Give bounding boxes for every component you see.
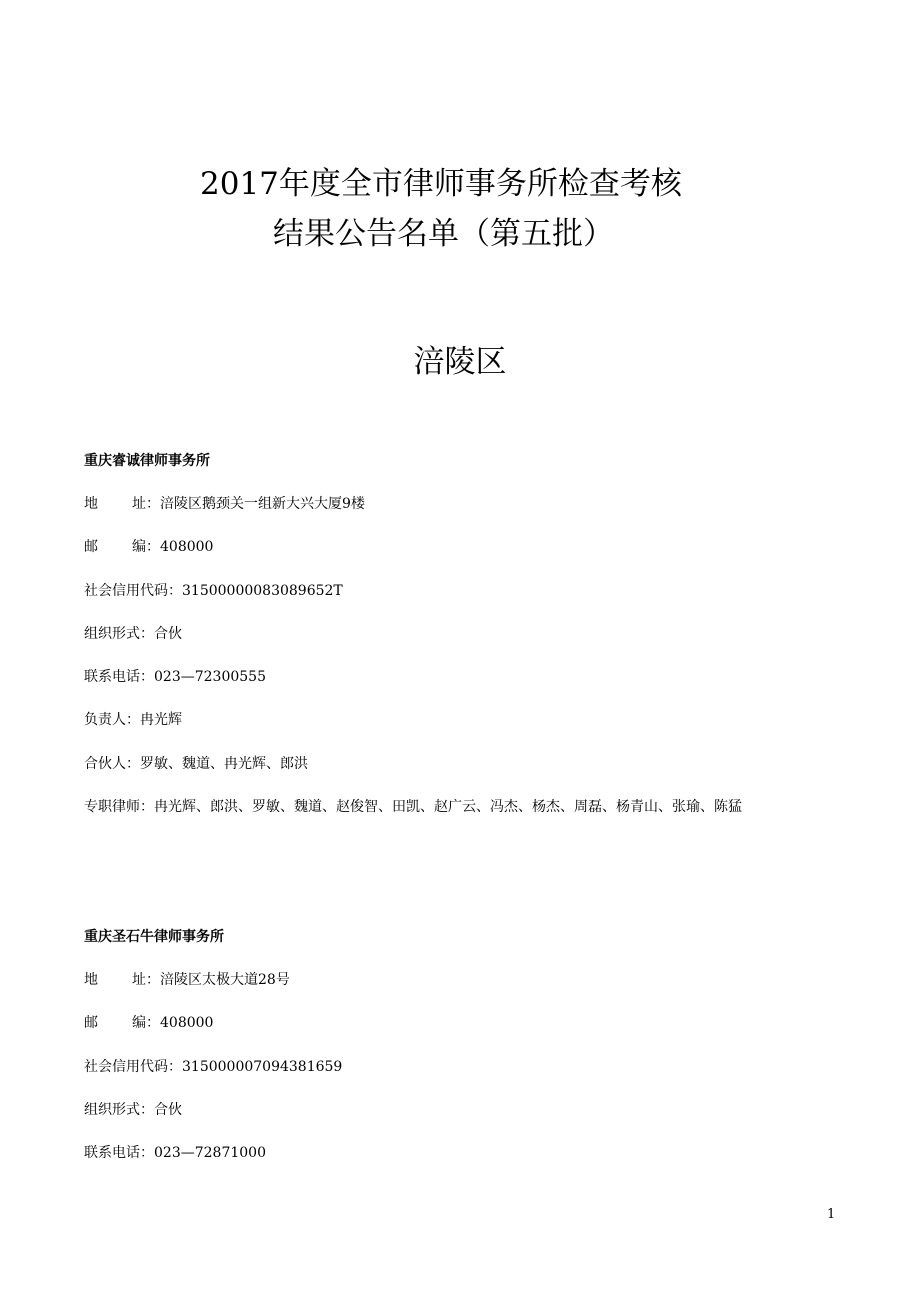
firm-phone: 联系电话：023—72871000	[84, 1145, 266, 1162]
firm-org-form: 组织形式：合伙	[84, 1101, 182, 1118]
firm-partners: 合伙人：罗敏、魏道、冉光辉、郎洪	[84, 755, 308, 772]
firm-name: 重庆睿诚律师事务所	[84, 453, 210, 469]
firm-lawyers: 专职律师：冉光辉、郎洪、罗敏、魏道、赵俊智、田凯、赵广云、冯杰、杨杰、周磊、杨青山、张瑜、陈猛	[84, 799, 742, 816]
address-label: 地 址	[84, 496, 146, 512]
page-number: 1	[827, 1207, 836, 1222]
document-title-line-1: 2017年度全市律师事务所检查考核	[200, 166, 682, 202]
firm-org-form: 组织形式：合伙	[84, 625, 182, 642]
firm-phone: 联系电话：023—72300555	[84, 669, 266, 686]
firm-postcode	[84, 1013, 884, 1056]
address-value: ：涪陵区鹅颈关一组新大兴大厦9楼	[146, 496, 365, 512]
firm-address	[84, 970, 884, 1013]
postcode-value: ：408000	[146, 539, 214, 556]
address-value: ：涪陵区太极大道28号	[146, 972, 290, 988]
address-label: 地 址	[84, 972, 146, 988]
firm-entry	[84, 927, 884, 1186]
postcode-label: 邮 编	[84, 539, 146, 556]
firm-credit-code: 社会信用代码：315000007094381659	[84, 1058, 343, 1075]
postcode-label: 邮 编	[84, 1015, 146, 1032]
firm-address	[84, 494, 884, 537]
firm-credit-code: 社会信用代码：31500000083089652T	[84, 582, 343, 599]
firm-name: 重庆圣石牛律师事务所	[84, 929, 224, 945]
firm-principal: 负责人：冉光辉	[84, 712, 182, 729]
firm-postcode	[84, 537, 884, 580]
district-heading: 涪陵区	[413, 344, 507, 380]
firm-entry	[84, 451, 884, 840]
postcode-value: ：408000	[146, 1015, 214, 1032]
document-title-line-2: 结果公告名单（第五批）	[273, 216, 614, 252]
